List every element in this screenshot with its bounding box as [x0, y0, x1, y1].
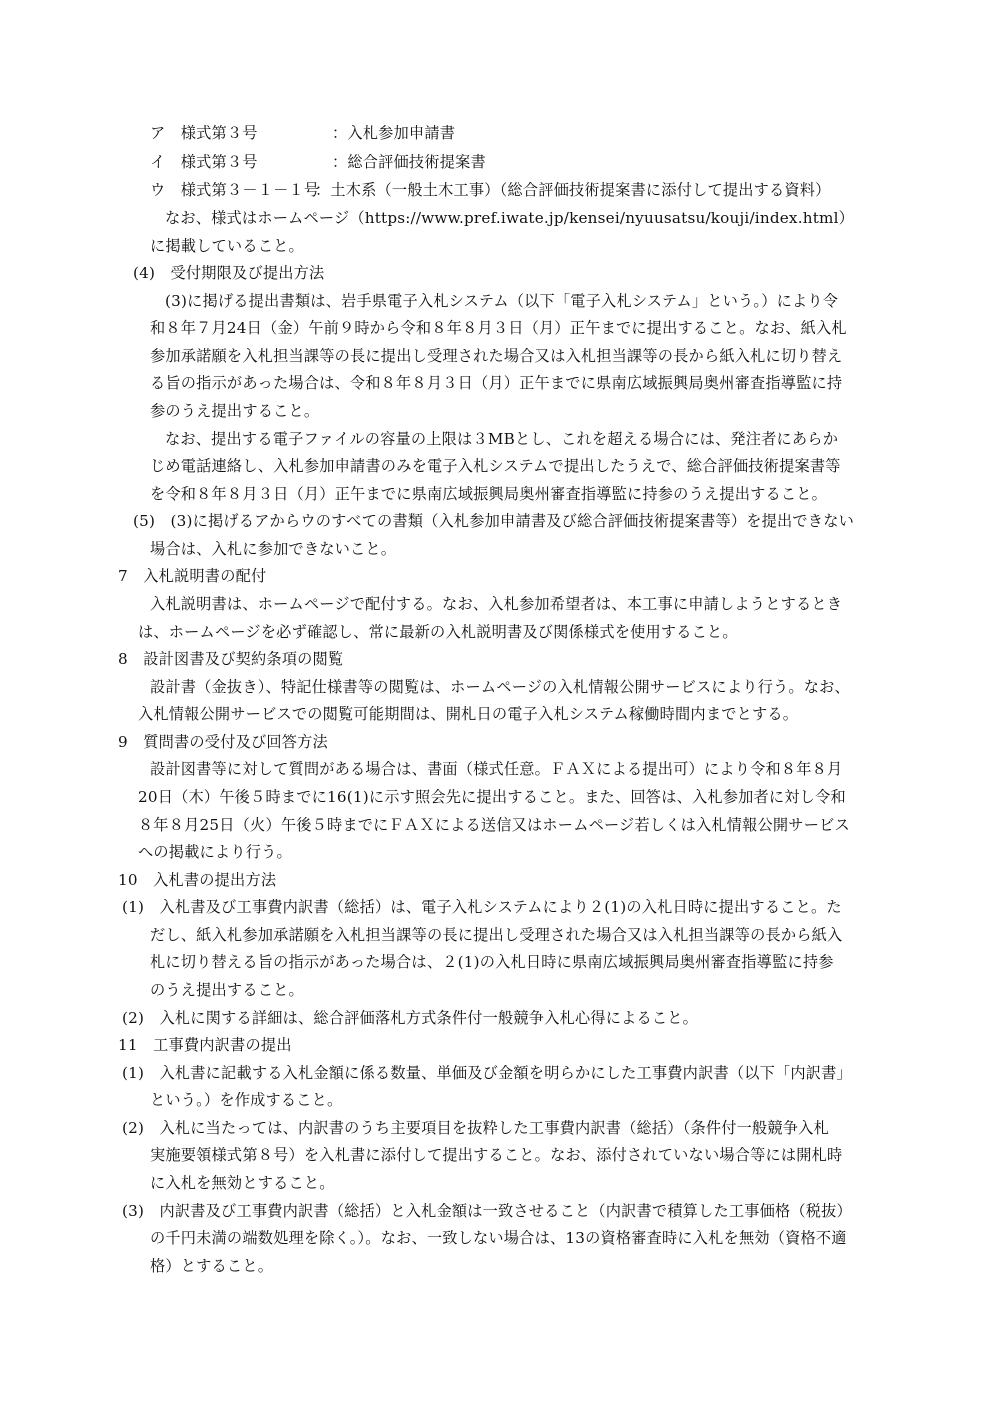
text-line: に掲載していること。 — [150, 237, 304, 255]
form-label: ウ 様式第３－１－１号 — [150, 181, 320, 199]
form-value: ：入札参加申請書 — [332, 124, 456, 142]
text-line: 参加承諾願を入札担当課等の長に提出し受理された場合又は入札担当課等の長から紙入札に切り替え — [150, 347, 843, 365]
section-heading: 11 工事費内訳書の提出 — [118, 1036, 292, 1054]
text-line: 実施要領様式第８号）を入札書に添付して提出すること。なお、添付されていない場合等には開札時 — [150, 1146, 843, 1164]
text-line: への掲載により行う。 — [138, 843, 292, 861]
text-line: じめ電話連絡し、入札参加申請書のみを電子入札システムで提出したうえで、総合評価技術提案書等 — [150, 457, 841, 475]
form-item-i — [150, 151, 486, 173]
text-line: 20日（木）午後５時までに16(1)に示す照会先に提出すること。また、回答は、入札参加者に対し令和 — [138, 788, 846, 806]
section-heading: 10 入札書の提出方法 — [118, 871, 277, 889]
form-label: ア 様式第３号 — [150, 124, 258, 142]
text-line: 札に切り替える旨の指示があった場合は、２(1)の入札日時に県南広域振興局奥州審査指導監に持参 — [150, 953, 834, 971]
text-line: のうえ提出すること。 — [150, 981, 304, 999]
text-line: 設計図書等に対して質問がある場合は、書面（様式任意。ＦＡＸによる提出可）により令和８年８月 — [150, 760, 843, 778]
text-line: (1) 入札書及び工事費内訳書（総括）は、電子入札システムにより２(1)の入札日時に提出すること。た — [122, 898, 842, 916]
form-value: ：土木系（一般土木工事）（総合評価技術提案書に添付して提出する資料） — [315, 181, 831, 199]
form-item-u — [150, 179, 831, 201]
text-line: 格）とすること。 — [150, 1257, 274, 1275]
text-line: の千円未満の端数処理を除く。）。なお、一致しない場合は、13の資格審査時に入札を無効（資格不適 — [150, 1229, 847, 1247]
text-line: 和８年７月24日（金）午前９時から令和８年８月３日（月）正午までに提出すること。なお、紙入札 — [150, 319, 847, 337]
text-line: なお、提出する電子ファイルの容量の上限は３MBとし、これを超える場合には、発注者にあらか — [165, 430, 839, 448]
text-line: (3)に掲げる提出書類は、岩手県電子入札システム（以下「電子入札システム」という。）により令 — [165, 292, 839, 310]
text-line: ８年８月25日（火）午後５時までにＦＡＸによる送信又はホームページ若しくは入札情報公開サービス — [138, 816, 850, 834]
text-line: 入札情報公開サービスでの閲覧可能期間は、開札日の電子入札システム稼働時間内までとする。 — [138, 705, 799, 723]
text-line: 入札説明書は、ホームページで配付する。なお、入札参加希望者は、本工事に申請しようとするとき — [150, 595, 843, 613]
form-value: ：総合評価技術提案書 — [332, 153, 486, 171]
text-line: (2) 入札に関する詳細は、総合評価落札方式条件付一般競争入札心得によること。 — [122, 1009, 699, 1027]
text-line: (5) (3)に掲げるアからウのすべての書類（入札参加申請書及び総合評価技術提案書等）を提出できない — [133, 512, 854, 530]
form-item-a — [150, 122, 456, 144]
text-line: る旨の指示があった場合は、令和８年８月３日（月）正午までに県南広域振興局奥州審査指導監に持 — [150, 374, 843, 392]
text-line: なお、様式はホームページ（https://www.pref.iwate.jp/kensei/nyuusatsu/kouji/index.html） — [165, 209, 855, 227]
text-line: (2) 入札に当たっては、内訳書のうち主要項目を抜粋した工事費内訳書（総括）（条件付一般競争入札 — [122, 1119, 829, 1137]
form-label: イ 様式第３号 — [150, 153, 258, 171]
text-line: 設計書（金抜き）、特記仕様書等の閲覧は、ホームページの入札情報公開サービスにより行う。なお、 — [150, 678, 850, 696]
text-line: (3) 内訳書及び工事費内訳書（総括）と入札金額は一致させること（内訳書で積算した工事価格（税抜） — [122, 1202, 852, 1220]
text-line: という。）を作成すること。 — [150, 1091, 343, 1109]
text-line: だし、紙入札参加承諾願を入札担当課等の長に提出し受理された場合又は入札担当課等の長から紙入 — [150, 926, 843, 944]
section-heading: 9 質問書の受付及び回答方法 — [118, 733, 328, 751]
text-line: は、ホームページを必ず確認し、常に最新の入札説明書及び関係様式を使用すること。 — [138, 623, 738, 641]
text-line: を令和８年８月３日（月）正午までに県南広域振興局奥州審査指導監に持参のうえ提出すること。 — [150, 485, 828, 503]
subsection-heading: (4) 受付期限及び提出方法 — [133, 264, 325, 282]
text-line: に入札を無効とすること。 — [150, 1174, 335, 1192]
section-heading: 8 設計図書及び契約条項の閲覧 — [118, 650, 344, 668]
section-heading: 7 入札説明書の配付 — [118, 567, 267, 585]
text-line: (1) 入札書に記載する入札金額に係る数量、単価及び金額を明らかにした工事費内訳書（以下「内訳書」 — [122, 1064, 852, 1082]
text-line: 参のうえ提出すること。 — [150, 402, 320, 420]
text-line: 場合は、入札に参加できないこと。 — [150, 540, 397, 558]
